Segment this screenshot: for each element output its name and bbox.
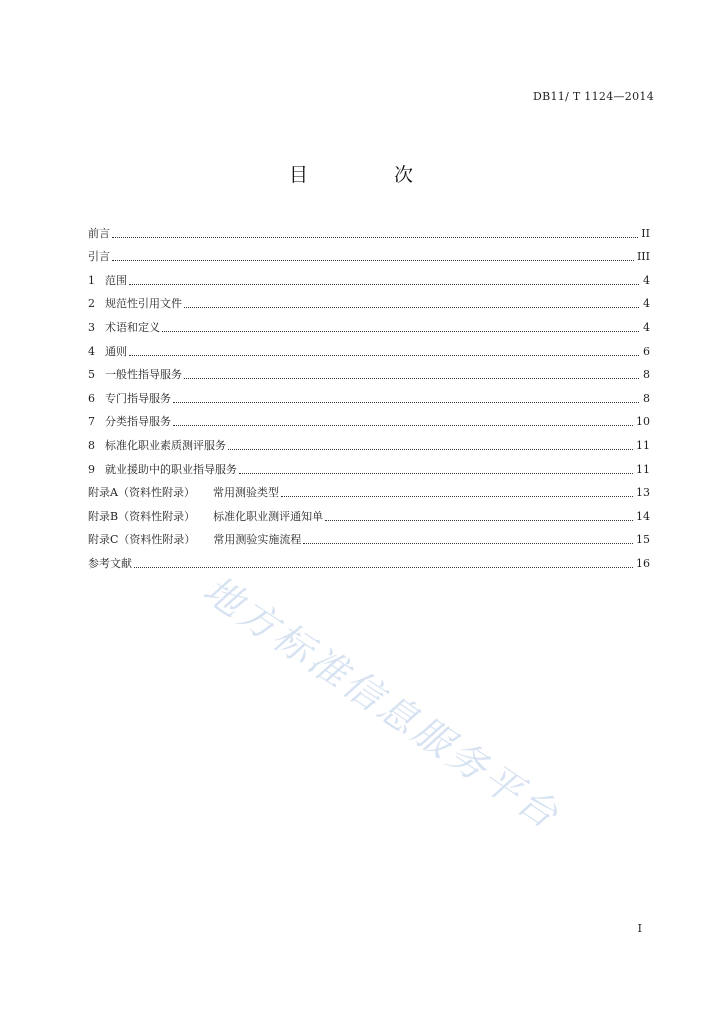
- toc-dot-leader: [112, 236, 638, 238]
- toc-entry-label: 附录C（资料性附录）: [88, 533, 196, 547]
- toc-entry-page: 16: [636, 556, 650, 570]
- toc-entry-number: 2: [88, 297, 95, 311]
- toc-entry-label: 引言: [88, 250, 110, 264]
- toc-entry-page: 4: [643, 297, 650, 311]
- toc-entry-page: 4: [643, 273, 650, 287]
- toc-dot-leader: [129, 283, 639, 285]
- toc-entry-page: 15: [636, 533, 650, 547]
- toc-entry[interactable]: [88, 241, 650, 265]
- toc-entry-page: 13: [636, 486, 650, 500]
- toc-entry-subtitle: 常用测验类型: [212, 486, 279, 500]
- toc-entry-label: 规范性引用文件: [105, 297, 182, 311]
- toc-entry-label: 范围: [105, 273, 127, 287]
- toc-entry[interactable]: [88, 524, 650, 548]
- toc-entry-subtitle: 常用测验实施流程: [213, 533, 302, 547]
- toc-entry[interactable]: [88, 453, 650, 477]
- toc-entry-number: 6: [88, 391, 95, 405]
- toc-entry-page: 11: [636, 438, 650, 452]
- toc-entry-label: 前言: [88, 226, 110, 240]
- toc-entry[interactable]: [88, 288, 650, 312]
- toc-entry-label: 就业援助中的职业指导服务: [105, 462, 237, 476]
- toc-dot-leader: [239, 472, 633, 474]
- toc-dot-leader: [303, 542, 633, 544]
- watermark: 地方标准信息服务平台: [195, 567, 569, 839]
- toc-entry-page: 6: [643, 344, 650, 358]
- toc-dot-leader: [112, 259, 634, 261]
- page-title: 目 次: [288, 164, 454, 186]
- toc-entry-number: 9: [88, 462, 95, 476]
- toc-entry[interactable]: [88, 477, 650, 501]
- toc-entry[interactable]: [88, 311, 650, 335]
- toc-entry-page: 11: [636, 462, 650, 476]
- toc-dot-leader: [325, 519, 633, 521]
- standard-code: DB11/ T 1124—2014: [532, 90, 654, 103]
- toc-entry[interactable]: [88, 217, 650, 241]
- toc-entry[interactable]: [88, 500, 650, 524]
- toc-entry[interactable]: [88, 429, 650, 453]
- toc-dot-leader: [162, 330, 639, 332]
- toc-entry-subtitle: 标准化职业测评通知单: [213, 509, 324, 523]
- toc-dot-leader: [281, 495, 633, 497]
- toc-entry-number: 8: [88, 438, 95, 452]
- toc-entry[interactable]: [88, 406, 650, 430]
- toc-entry-label: 一般性指导服务: [105, 368, 182, 382]
- toc-dot-leader: [173, 401, 639, 403]
- toc-dot-leader: [129, 354, 639, 356]
- toc-entry-number: 5: [88, 368, 95, 382]
- toc-entry[interactable]: [88, 335, 650, 359]
- toc-entry[interactable]: [88, 547, 650, 571]
- toc-entry-label: 附录B（资料性附录）: [88, 509, 196, 523]
- toc-dot-leader: [173, 424, 633, 426]
- toc-entry[interactable]: [88, 382, 650, 406]
- toc-entry-page: 10: [636, 415, 650, 429]
- toc-entry-label: 专门指导服务: [105, 391, 171, 405]
- page-number: I: [637, 922, 642, 935]
- toc-entry-page: 8: [643, 391, 650, 405]
- toc-dot-leader: [134, 566, 633, 568]
- toc-entry[interactable]: [88, 264, 650, 288]
- toc-entry-page: 4: [643, 320, 650, 334]
- toc-entry-page: II: [641, 226, 650, 240]
- toc-entry-label: 参考文献: [88, 556, 132, 570]
- toc-entry-label: 附录A（资料性附录）: [88, 486, 195, 500]
- toc-entry-number: 1: [88, 273, 95, 287]
- toc-dot-leader: [228, 448, 633, 450]
- toc-entry-page: III: [636, 250, 650, 264]
- toc-entry-number: 4: [88, 344, 95, 358]
- table-of-contents: [88, 217, 650, 571]
- toc-entry-number: 3: [88, 320, 95, 334]
- toc-entry-page: 14: [636, 509, 650, 523]
- toc-dot-leader: [184, 377, 639, 379]
- toc-entry[interactable]: [88, 359, 650, 383]
- toc-entry-number: 7: [88, 415, 95, 429]
- toc-entry-label: 术语和定义: [105, 320, 160, 334]
- toc-entry-label: 分类指导服务: [105, 415, 171, 429]
- toc-entry-page: 8: [643, 368, 650, 382]
- toc-entry-label: 通则: [105, 344, 127, 358]
- toc-entry-label: 标准化职业素质测评服务: [105, 438, 226, 452]
- toc-dot-leader: [184, 306, 639, 308]
